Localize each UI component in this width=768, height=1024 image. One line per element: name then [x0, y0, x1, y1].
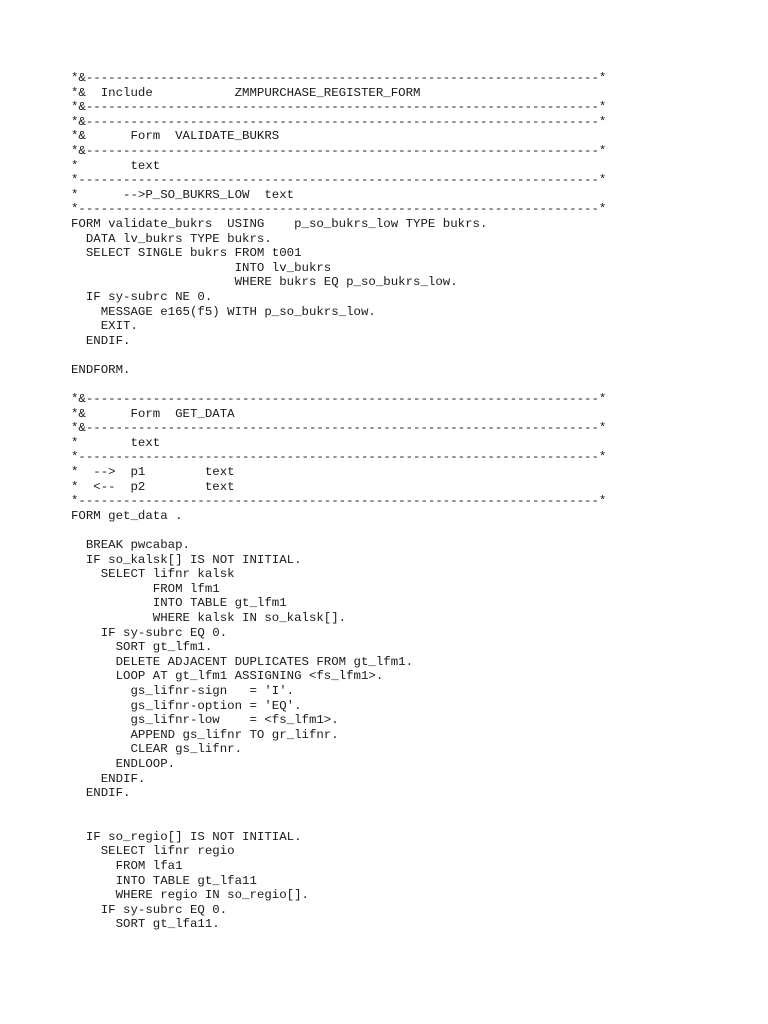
- code-line: gs_lifnr-low = <fs_lfm1>.: [71, 713, 339, 728]
- code-line: WHERE regio IN so_regio[].: [71, 888, 309, 903]
- code-line: ENDIF.: [71, 771, 146, 786]
- code-line: SELECT lifnr regio: [71, 844, 235, 859]
- code-line: *&---------------------------------------------------------------------*: [71, 392, 607, 407]
- code-line: FROM lfa1: [71, 859, 183, 874]
- abap-source-code: [71, 71, 606, 932]
- code-line: MESSAGE e165(f5) WITH p_so_bukrs_low.: [71, 304, 376, 319]
- code-line: *&---------------------------------------------------------------------*: [71, 100, 607, 115]
- code-line: * text: [71, 158, 161, 173]
- code-line: EXIT.: [71, 319, 138, 334]
- code-line: ENDLOOP.: [71, 756, 176, 771]
- code-line: SORT gt_lfm1.: [71, 640, 213, 655]
- code-line: IF sy-subrc EQ 0.: [71, 625, 228, 640]
- code-line: IF so_kalsk[] IS NOT INITIAL.: [71, 552, 302, 567]
- code-line: gs_lifnr-sign = 'I'.: [71, 683, 295, 698]
- code-line: * --> p1 text: [71, 465, 235, 480]
- code-line: [71, 348, 606, 363]
- code-line: INTO lv_bukrs: [71, 260, 332, 275]
- code-line: ENDFORM.: [71, 362, 131, 377]
- code-line: [71, 815, 606, 830]
- code-line: *----------------------------------------------------------------------*: [71, 202, 607, 217]
- code-line: IF so_regio[] IS NOT INITIAL.: [71, 829, 302, 844]
- code-line: INTO TABLE gt_lfm1: [71, 596, 287, 611]
- code-line: *&---------------------------------------------------------------------*: [71, 71, 607, 85]
- code-line: * -->P_SO_BUKRS_LOW text: [71, 187, 295, 202]
- code-line: INTO TABLE gt_lfa11: [71, 873, 257, 888]
- code-line: SELECT lifnr kalsk: [71, 567, 235, 582]
- code-line: IF sy-subrc NE 0.: [71, 289, 213, 304]
- code-line: DATA lv_bukrs TYPE bukrs.: [71, 231, 272, 246]
- code-line: WHERE kalsk IN so_kalsk[].: [71, 610, 347, 625]
- code-line: *----------------------------------------------------------------------*: [71, 494, 607, 509]
- code-line: BREAK pwcabap.: [71, 538, 190, 552]
- code-line: [71, 801, 606, 816]
- code-line: SORT gt_lfa11.: [71, 917, 220, 932]
- code-line: SELECT SINGLE bukrs FROM t001: [71, 246, 302, 261]
- code-line: ENDIF.: [71, 786, 131, 801]
- code-line: ENDIF.: [71, 333, 131, 348]
- code-line: *& Form VALIDATE_BUKRS: [71, 129, 280, 144]
- code-line: FORM validate_bukrs USING p_so_bukrs_low TYPE bukrs.: [71, 216, 488, 231]
- code-line: [71, 377, 606, 392]
- code-line: *&---------------------------------------------------------------------*: [71, 114, 607, 129]
- code-line: CLEAR gs_lifnr.: [71, 742, 243, 757]
- code-line: APPEND gs_lifnr TO gr_lifnr.: [71, 727, 339, 742]
- code-line: IF sy-subrc EQ 0.: [71, 902, 228, 917]
- code-line: [71, 523, 606, 538]
- code-line: *& Include ZMMPURCHASE_REGISTER_FORM: [71, 85, 421, 100]
- code-line: *&---------------------------------------------------------------------*: [71, 143, 607, 158]
- code-line: *& Form GET_DATA: [71, 406, 235, 421]
- code-line: WHERE bukrs EQ p_so_bukrs_low.: [71, 275, 458, 290]
- code-line: *----------------------------------------------------------------------*: [71, 450, 607, 465]
- code-line: DELETE ADJACENT DUPLICATES FROM gt_lfm1.: [71, 654, 414, 669]
- code-line: * text: [71, 435, 161, 450]
- code-line: * <-- p2 text: [71, 479, 235, 494]
- code-line: LOOP AT gt_lfm1 ASSIGNING <fs_lfm1>.: [71, 669, 384, 684]
- code-line: *&---------------------------------------------------------------------*: [71, 421, 607, 436]
- code-line: gs_lifnr-option = 'EQ'.: [71, 698, 302, 713]
- code-line: FROM lfm1: [71, 581, 220, 596]
- code-line: FORM get_data .: [71, 508, 183, 523]
- code-line: *----------------------------------------------------------------------*: [71, 173, 607, 188]
